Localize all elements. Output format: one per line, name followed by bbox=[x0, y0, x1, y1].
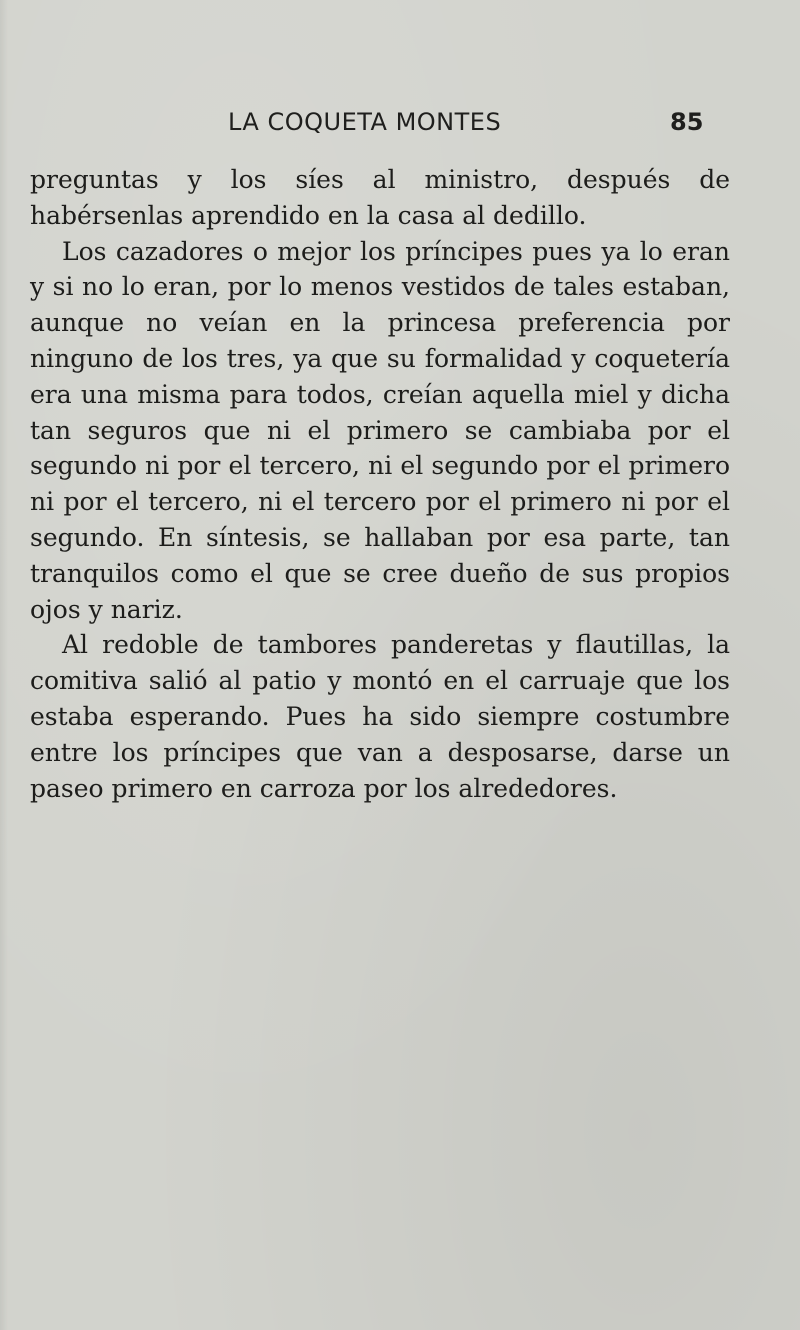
page-body bbox=[30, 162, 730, 806]
page-number: 85 bbox=[670, 108, 704, 136]
page-gutter-shadow bbox=[0, 0, 8, 1330]
paragraph-1: preguntas y los síes al ministro, después de habérsenlas aprendido en la casa al dedillo. bbox=[30, 165, 730, 230]
paragraph-2: Los cazadores o mejor los príncipes pues ya lo eran y si no lo eran, por lo menos vestidos de tales estaban, aunque no veían en la princesa preferencia por ninguno de los tres, ya que su formalidad y coquetería era una misma para todos, creían aquella miel y dicha tan seguros que ni el primero se cambiaba por el segundo ni por el tercero, ni el segundo por el primero ni por el tercero, ni el tercero por el primero ni por el segundo. En síntesis, se hallaban por esa parte, tan tranquilos como el que se cree dueño de sus propios ojos y nariz. bbox=[30, 236, 730, 624]
running-title: LA COQUETA MONTES bbox=[228, 108, 502, 136]
paragraph-3: Al redoble de tambores panderetas y flautillas, la comitiva salió al patio y montó en el carruaje que los estaba esperando. Pues ha sido siempre costumbre entre los príncipes que van a desposarse, darse un paseo primero en carroza por los alrededores. bbox=[30, 630, 730, 803]
